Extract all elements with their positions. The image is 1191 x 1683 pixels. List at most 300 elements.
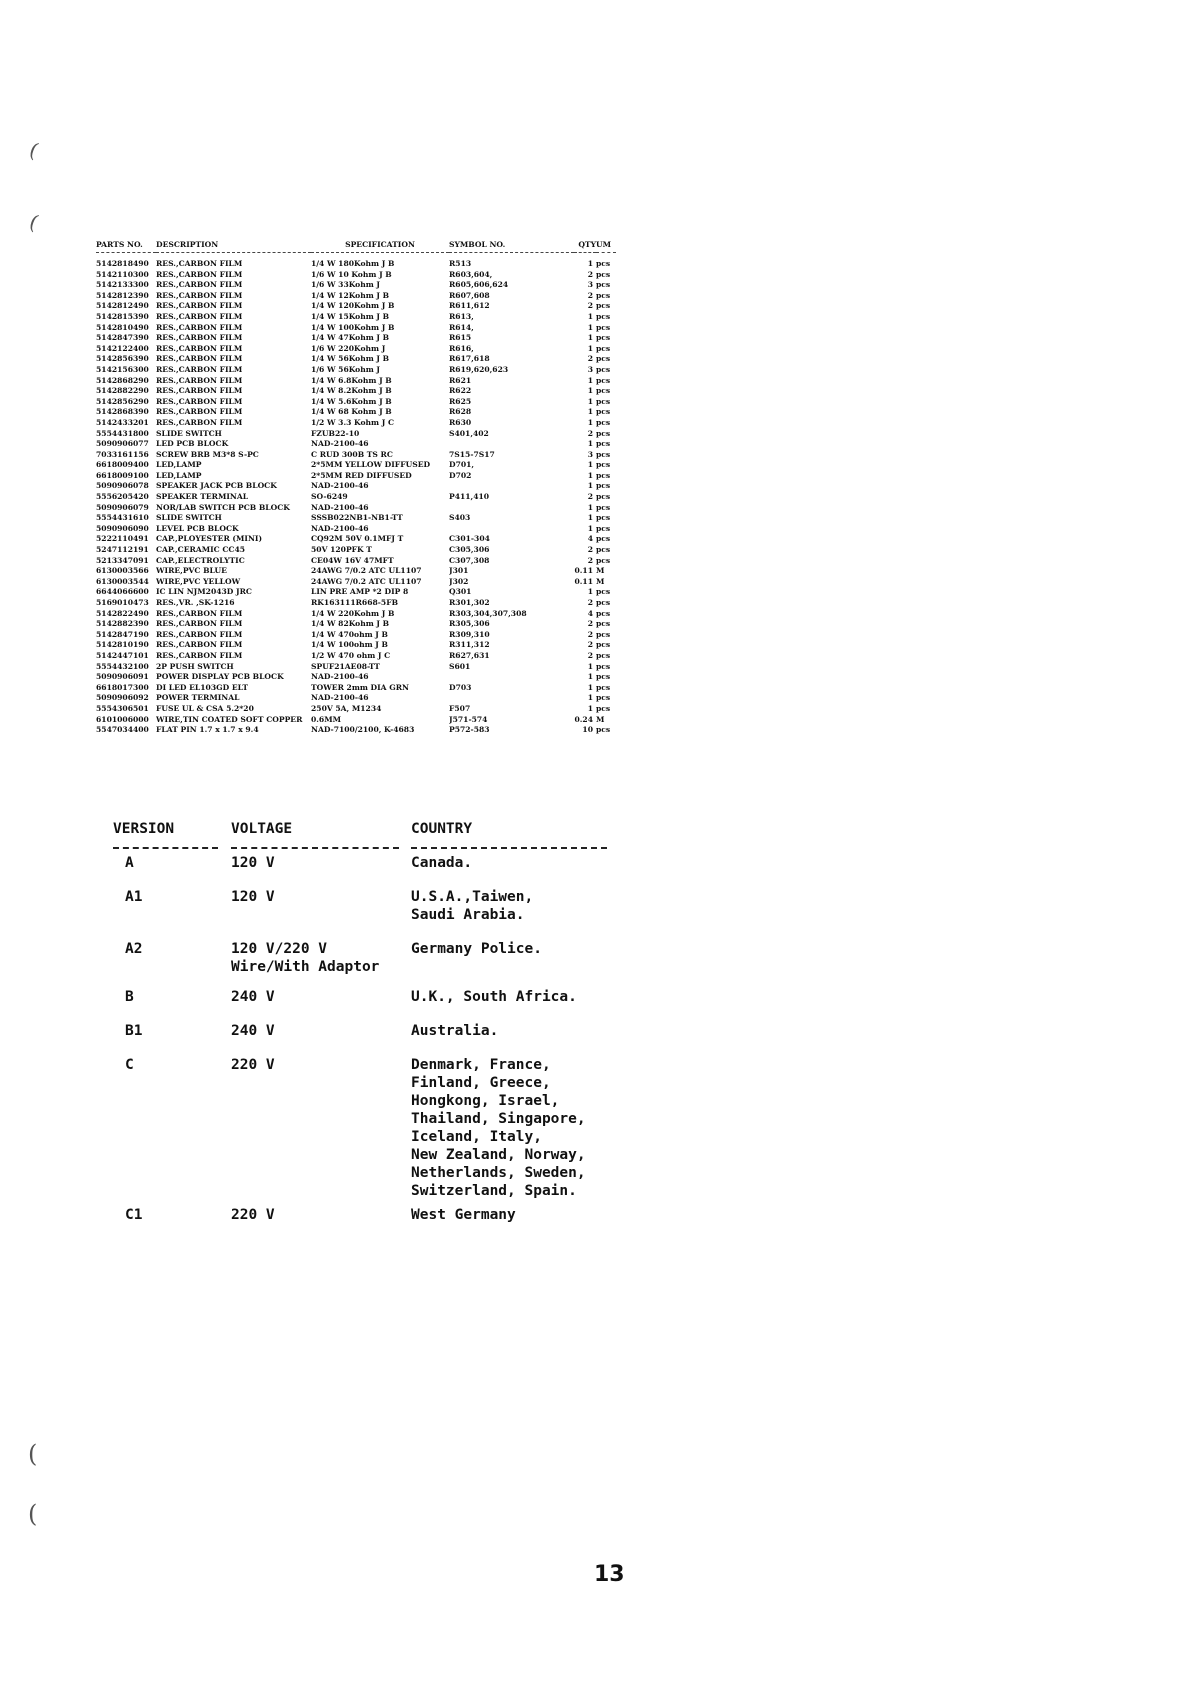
cell-description: FLAT PIN 1.7 x 1.7 x 9.4 [156, 725, 259, 735]
cell-qty: 1 [587, 439, 593, 449]
parts-row [96, 376, 616, 387]
cell-description: RES.,CARBON FILM [156, 407, 243, 417]
header-voltage: VOLTAGE [231, 821, 293, 837]
cell-unit: pcs [596, 259, 611, 268]
cell-symbol-no: C301-304 [449, 534, 490, 544]
cell-qty: 1 [587, 470, 593, 480]
cell-part-no: 5247112191 [96, 545, 149, 555]
parts-row [96, 291, 616, 302]
parts-row [96, 662, 616, 673]
cell-specification: C RUD 300B TS RC [311, 449, 393, 459]
cell-specification: 1/4 W 220Kohm J B [311, 608, 395, 618]
cell-part-no: 5142856290 [96, 396, 149, 406]
cell-unit: pcs [596, 386, 611, 396]
cell-part-no: 5142847190 [96, 629, 149, 639]
cell-unit: pcs [596, 619, 611, 629]
cell-part-no: 5213347091 [96, 555, 149, 565]
cell-qty: 3 [587, 449, 593, 459]
cell-specification: NAD-2100-46 [311, 439, 369, 449]
parts-row [96, 577, 616, 588]
cell-symbol-no: R611,612 [449, 301, 490, 311]
cell-part-no: 5142810490 [96, 322, 149, 332]
cell-unit: pcs [596, 269, 611, 279]
cell-part-no: 5222110491 [96, 534, 149, 544]
cell-specification: 1/2 W 3.3 Kohm J C [311, 417, 394, 427]
cell-specification: CQ92M 50V 0.1MFJ T [311, 534, 404, 544]
cell-specification: 50V 120PFK T [311, 545, 372, 555]
parts-row [96, 259, 616, 270]
cell-symbol-no: R615 [449, 333, 472, 343]
cell-description: RES.,CARBON FILM [156, 650, 243, 660]
parts-row [96, 481, 616, 492]
cell-symbol-no: C307,308 [449, 555, 490, 565]
parts-table-body [96, 259, 616, 736]
cell-unit: M [596, 576, 605, 586]
cell-part-no: 5142882290 [96, 386, 149, 396]
cell-qty: 1 [587, 311, 593, 321]
cell-specification: 0.6MM [311, 714, 342, 724]
cell-qty: 1 [587, 460, 593, 470]
cell-unit: pcs [596, 640, 611, 650]
version-row [113, 854, 633, 888]
cell-qty: 1 [587, 396, 593, 406]
cell-unit: pcs [596, 364, 611, 374]
cell-part-no: 5142810190 [96, 640, 149, 650]
cell-unit: pcs [596, 555, 611, 565]
cell-unit: pcs [596, 502, 611, 512]
cell-symbol-no: R614, [449, 322, 474, 332]
cell-part-no: 5547034400 [96, 725, 149, 735]
version-cell-country: West Germany [411, 1207, 516, 1223]
cell-part-no: 5142815390 [96, 311, 149, 321]
version-cell-voltage: 120 V/220 V Wire/With Adaptor [231, 941, 380, 975]
cell-specification: 2*5MM YELLOW DIFFUSED [311, 460, 431, 470]
cell-qty: 1 [587, 333, 593, 343]
cell-unit: pcs [596, 545, 611, 555]
parts-row [96, 333, 616, 344]
cell-specification: 1/6 W 56Kohm J [311, 364, 381, 374]
parts-row [96, 429, 616, 440]
version-cell-country: Canada. [411, 855, 473, 871]
cell-unit: pcs [596, 301, 611, 311]
cell-qty: 1 [587, 523, 593, 533]
cell-qty: 1 [587, 386, 593, 396]
cell-part-no: 5142433201 [96, 417, 149, 427]
cell-qty: 1 [587, 259, 593, 268]
cell-part-no: 5142447101 [96, 650, 149, 660]
cell-part-no: 6618017300 [96, 682, 149, 692]
cell-description: CAP.,PLOYESTER (MINI) [156, 534, 263, 544]
cell-qty: 2 [587, 290, 593, 300]
version-row [113, 988, 633, 1022]
cell-specification: RK163111R668-5FB [311, 598, 399, 607]
cell-unit: pcs [596, 513, 611, 523]
scan-mark: ( [28, 1500, 38, 1528]
cell-description: SPEAKER TERMINAL [156, 492, 249, 502]
cell-symbol-no: Q301 [449, 587, 472, 597]
version-cell-version: A2 [125, 941, 143, 957]
cell-specification: 1/4 W 6.8Kohm J B [311, 375, 392, 385]
cell-symbol-no: R309,310 [449, 629, 490, 639]
cell-description: SLIDE SWITCH [156, 513, 222, 523]
cell-qty: 0.11 [574, 566, 593, 576]
parts-table [96, 238, 616, 736]
cell-specification: 1/4 W 100Kohm J B [311, 322, 395, 332]
cell-qty: 2 [587, 545, 593, 555]
cell-qty: 1 [587, 322, 593, 332]
cell-unit: pcs [596, 290, 611, 300]
parts-row [96, 566, 616, 577]
cell-description: 2P PUSH SWITCH [156, 661, 234, 671]
parts-row [96, 460, 616, 471]
cell-description: DI LED EL103GD ELT [156, 682, 248, 692]
cell-qty: 2 [587, 640, 593, 650]
cell-symbol-no: R311,312 [449, 640, 490, 650]
cell-specification: 1/6 W 220Kohm J [311, 343, 386, 353]
cell-specification: 1/6 W 33Kohm J [311, 280, 381, 290]
cell-specification: SPUF21AE08-TT [311, 661, 380, 671]
version-row [113, 940, 633, 988]
cell-part-no: 5090906079 [96, 502, 149, 512]
parts-row [96, 386, 616, 397]
header-symbol-no: SYMBOL NO. [449, 239, 506, 249]
cell-specification: FZUB22-10 [311, 428, 360, 438]
cell-qty: 3 [587, 280, 593, 290]
parts-row [96, 503, 616, 514]
version-cell-version: C [125, 1057, 134, 1073]
cell-description: RES.,CARBON FILM [156, 396, 243, 406]
cell-symbol-no: D702 [449, 470, 472, 480]
cell-unit: pcs [596, 417, 611, 427]
parts-row [96, 280, 616, 291]
cell-specification: 1/4 W 56Kohm J B [311, 354, 390, 364]
cell-description: RES.,CARBON FILM [156, 269, 243, 279]
cell-qty: 4 [587, 534, 593, 544]
parts-row [96, 630, 616, 641]
cell-symbol-no: F507 [449, 703, 471, 713]
version-cell-country: Denmark, France, Finland, Greece, Hongkong, Israel, Thailand, Singapore, Iceland, Italy, New Zealand, Norway, Netherlands, Sweden, Switzerland, Spain. [411, 1057, 586, 1199]
cell-description: SCREW BRB M3*8 S-PC [156, 449, 259, 459]
cell-part-no: 5142818490 [96, 259, 149, 268]
cell-description: NOR/LAB SWITCH PCB BLOCK [156, 502, 290, 512]
cell-description: RES.,CARBON FILM [156, 417, 243, 427]
cell-unit: pcs [596, 629, 611, 639]
cell-qty: 4 [587, 608, 593, 618]
parts-row [96, 450, 616, 461]
cell-symbol-no: R616, [449, 343, 474, 353]
cell-qty: 3 [587, 364, 593, 374]
cell-symbol-no: J302 [449, 576, 469, 586]
cell-unit: pcs [596, 682, 611, 692]
cell-description: SPEAKER JACK PCB BLOCK [156, 481, 277, 491]
cell-part-no: 5142847390 [96, 333, 149, 343]
cell-symbol-no: R301,302 [449, 598, 490, 607]
cell-part-no: 5090906090 [96, 523, 149, 533]
cell-description: RES.,CARBON FILM [156, 343, 243, 353]
cell-part-no: 5142110300 [96, 269, 149, 279]
cell-unit: pcs [596, 672, 611, 682]
cell-unit: pcs [596, 587, 611, 597]
cell-qty: 2 [587, 428, 593, 438]
cell-part-no: 5142812390 [96, 290, 149, 300]
parts-row [96, 598, 616, 609]
cell-description: RES.,CARBON FILM [156, 333, 243, 343]
cell-specification: LIN PRE AMP *2 DIP 8 [311, 587, 409, 597]
cell-part-no: 6130003544 [96, 576, 149, 586]
cell-description: FUSE UL & CSA 5.2*20 [156, 703, 254, 713]
cell-specification: CE04W 16V 47MFT [311, 555, 394, 565]
header-version: VERSION [113, 821, 175, 837]
cell-qty: 1 [587, 375, 593, 385]
cell-symbol-no: J301 [449, 566, 469, 576]
cell-description: CAP.,CERAMIC CC45 [156, 545, 246, 555]
cell-description: RES.,CARBON FILM [156, 290, 243, 300]
cell-symbol-no: S403 [449, 513, 471, 523]
cell-part-no: 5142868390 [96, 407, 149, 417]
cell-description: RES.,CARBON FILM [156, 375, 243, 385]
cell-part-no: 5090906077 [96, 439, 149, 449]
parts-row [96, 397, 616, 408]
cell-symbol-no: C305,306 [449, 545, 490, 555]
cell-specification: TOWER 2mm DIA GRN [311, 682, 409, 692]
cell-part-no: 5554432100 [96, 661, 149, 671]
cell-specification: SO-6249 [311, 492, 348, 502]
cell-specification: 1/4 W 5.6Kohm J B [311, 396, 392, 406]
parts-row [96, 312, 616, 323]
cell-part-no: 5554306501 [96, 703, 149, 713]
parts-row [96, 418, 616, 429]
cell-unit: pcs [596, 492, 611, 502]
cell-unit: pcs [596, 534, 611, 544]
version-cell-version: A1 [125, 889, 143, 905]
version-cell-country: U.S.A.,Taiwen, Saudi Arabia. [411, 889, 534, 923]
version-row [113, 1056, 633, 1206]
cell-unit: pcs [596, 725, 611, 735]
parts-row [96, 640, 616, 651]
cell-symbol-no: R625 [449, 396, 472, 406]
cell-symbol-no: R603,604, [449, 269, 493, 279]
parts-row [96, 704, 616, 715]
cell-symbol-no [449, 439, 574, 450]
cell-part-no: 5554431800 [96, 428, 149, 438]
cell-unit: pcs [596, 449, 611, 459]
cell-description: LEVEL PCB BLOCK [156, 523, 239, 533]
header-country: COUNTRY [411, 821, 473, 837]
cell-part-no: 5142156300 [96, 364, 149, 374]
cell-specification: 1/4 W 15Kohm J B [311, 311, 390, 321]
cell-part-no: 5142856390 [96, 354, 149, 364]
cell-unit: pcs [596, 608, 611, 618]
cell-unit: pcs [596, 375, 611, 385]
cell-qty: 2 [587, 269, 593, 279]
cell-symbol-no: R605,606,624 [449, 280, 509, 290]
cell-specification: NAD-7100/2100, K-4683 [311, 725, 415, 735]
cell-specification: 24AWG 7/0.2 ATC UL1107 [311, 576, 422, 586]
cell-part-no: 6101006000 [96, 714, 149, 724]
version-cell-version: A [125, 855, 134, 871]
parts-row [96, 556, 616, 567]
parts-row [96, 672, 616, 683]
parts-row [96, 492, 616, 503]
cell-qty: 1 [587, 693, 593, 703]
page-number: 13 [594, 1562, 625, 1587]
cell-symbol-no: P572-583 [449, 725, 490, 735]
cell-symbol-no: R303,304,307,308 [449, 608, 527, 618]
cell-qty: 2 [587, 354, 593, 364]
cell-unit: pcs [596, 280, 611, 290]
cell-description: RES.,CARBON FILM [156, 640, 243, 650]
cell-specification: 1/4 W 100ohm J B [311, 640, 388, 650]
cell-unit: pcs [596, 661, 611, 671]
cell-description: RES.,CARBON FILM [156, 364, 243, 374]
parts-row [96, 651, 616, 662]
cell-description: RES.,CARBON FILM [156, 311, 243, 321]
cell-description: WIRE,PVC BLUE [156, 566, 227, 576]
scan-mark: ( [26, 209, 42, 235]
cell-description: CAP.,ELECTROLYTIC [156, 555, 245, 565]
cell-part-no: 5142868290 [96, 375, 149, 385]
cell-unit: pcs [596, 428, 611, 438]
cell-symbol-no: 7S15-7S17 [449, 449, 495, 459]
cell-part-no: 5142133300 [96, 280, 149, 290]
cell-specification: NAD-2100-46 [311, 672, 369, 682]
cell-symbol-no: R621 [449, 375, 472, 385]
cell-symbol-no: R607,608 [449, 290, 490, 300]
cell-description: IC LIN NJM2043D JRC [156, 587, 252, 597]
cell-qty: 2 [587, 619, 593, 629]
cell-qty: 2 [587, 555, 593, 565]
cell-part-no: 5554431610 [96, 513, 149, 523]
cell-description: POWER DISPLAY PCB BLOCK [156, 672, 284, 682]
cell-qty: 1 [587, 703, 593, 713]
cell-specification: 1/4 W 120Kohm J B [311, 301, 395, 311]
cell-part-no: 5142822490 [96, 608, 149, 618]
cell-symbol-no: R305,306 [449, 619, 490, 629]
version-cell-version: B1 [125, 1023, 143, 1039]
cell-part-no: 5090906091 [96, 672, 149, 682]
cell-unit: pcs [596, 650, 611, 660]
cell-symbol-no [449, 503, 574, 514]
header-parts-no: PARTS NO. [96, 239, 143, 249]
cell-specification: 2*5MM RED DIFFUSED [311, 470, 412, 480]
parts-row [96, 545, 616, 556]
cell-symbol-no: R628 [449, 407, 472, 417]
version-header-row [113, 820, 633, 842]
parts-row [96, 683, 616, 694]
version-row [113, 1206, 633, 1230]
version-table-body [113, 854, 633, 1230]
cell-specification: 1/2 W 470 ohm J C [311, 650, 391, 660]
cell-symbol-no [449, 481, 574, 492]
parts-list [96, 238, 616, 736]
cell-unit: pcs [596, 333, 611, 343]
parts-row [96, 407, 616, 418]
parts-row [96, 693, 616, 704]
parts-row [96, 619, 616, 630]
header-specification: SPECIFICATION [345, 239, 415, 249]
parts-row [96, 323, 616, 334]
cell-symbol-no: R627,631 [449, 650, 490, 660]
version-row [113, 1022, 633, 1056]
cell-description: RES.,CARBON FILM [156, 301, 243, 311]
cell-description: RES.,CARBON FILM [156, 354, 243, 364]
cell-specification: SSSB022NB1-NB1-TT [311, 513, 403, 523]
parts-row [96, 439, 616, 450]
parts-row [96, 354, 616, 365]
cell-qty: 2 [587, 598, 593, 607]
version-cell-version: B [125, 989, 134, 1005]
cell-specification: 24AWG 7/0.2 ATC UL1107 [311, 566, 422, 576]
cell-part-no: 7033161156 [96, 449, 149, 459]
cell-description: POWER TERMINAL [156, 693, 240, 703]
cell-part-no: 5556205420 [96, 492, 149, 502]
cell-qty: 2 [587, 301, 593, 311]
cell-specification: 1/6 W 10 Kohm J B [311, 269, 392, 279]
cell-unit: pcs [596, 343, 611, 353]
version-cell-country: Australia. [411, 1023, 499, 1039]
header-description: DESCRIPTION [156, 239, 219, 249]
cell-symbol-no: J571-574 [449, 714, 488, 724]
parts-row [96, 365, 616, 376]
cell-unit: pcs [596, 460, 611, 470]
cell-specification: NAD-2100-46 [311, 523, 369, 533]
cell-symbol-no [449, 693, 574, 704]
cell-specification: 1/4 W 180Kohm J B [311, 259, 395, 268]
version-cell-voltage: 220 V [231, 1057, 275, 1073]
parts-row [96, 524, 616, 535]
cell-qty: 1 [587, 661, 593, 671]
cell-specification: 1/4 W 82Kohm J B [311, 619, 390, 629]
version-cell-voltage: 220 V [231, 1207, 275, 1223]
cell-part-no: 5090906078 [96, 481, 149, 491]
version-cell-voltage: 240 V [231, 989, 275, 1005]
cell-specification: NAD-2100-46 [311, 693, 369, 703]
cell-specification: 1/4 W 68 Kohm J B [311, 407, 392, 417]
cell-qty: 1 [587, 682, 593, 692]
cell-description: LED,LAMP [156, 470, 202, 480]
cell-specification: 1/4 W 12Kohm J B [311, 290, 390, 300]
cell-symbol-no: S601 [449, 661, 471, 671]
cell-description: RES.,CARBON FILM [156, 322, 243, 332]
cell-symbol-no: R622 [449, 386, 472, 396]
cell-qty: 1 [587, 343, 593, 353]
cell-specification: 1/4 W 8.2Kohm J B [311, 386, 392, 396]
cell-part-no: 6618009100 [96, 470, 149, 480]
cell-description: LED,LAMP [156, 460, 202, 470]
parts-row [96, 587, 616, 598]
header-unit: UM [596, 239, 612, 249]
cell-specification: 1/4 W 47Kohm J B [311, 333, 390, 343]
parts-row [96, 534, 616, 545]
cell-symbol-no: D703 [449, 682, 472, 692]
cell-description: RES.,VR. ,SK-1216 [156, 598, 235, 607]
cell-symbol-no: R619,620,623 [449, 364, 509, 374]
cell-symbol-no [449, 672, 574, 683]
cell-specification: 250V 5A, M1234 [311, 703, 382, 713]
version-table [113, 820, 633, 1230]
parts-row [96, 725, 616, 736]
cell-unit: M [596, 566, 605, 576]
cell-qty: 2 [587, 492, 593, 502]
cell-description: RES.,CARBON FILM [156, 629, 243, 639]
cell-unit: pcs [596, 693, 611, 703]
cell-qty: 1 [587, 587, 593, 597]
parts-row [96, 715, 616, 726]
cell-qty: 2 [587, 650, 593, 660]
parts-header-row [96, 238, 616, 253]
cell-part-no: 5169010473 [96, 598, 149, 607]
header-qty: QTY [578, 239, 596, 249]
